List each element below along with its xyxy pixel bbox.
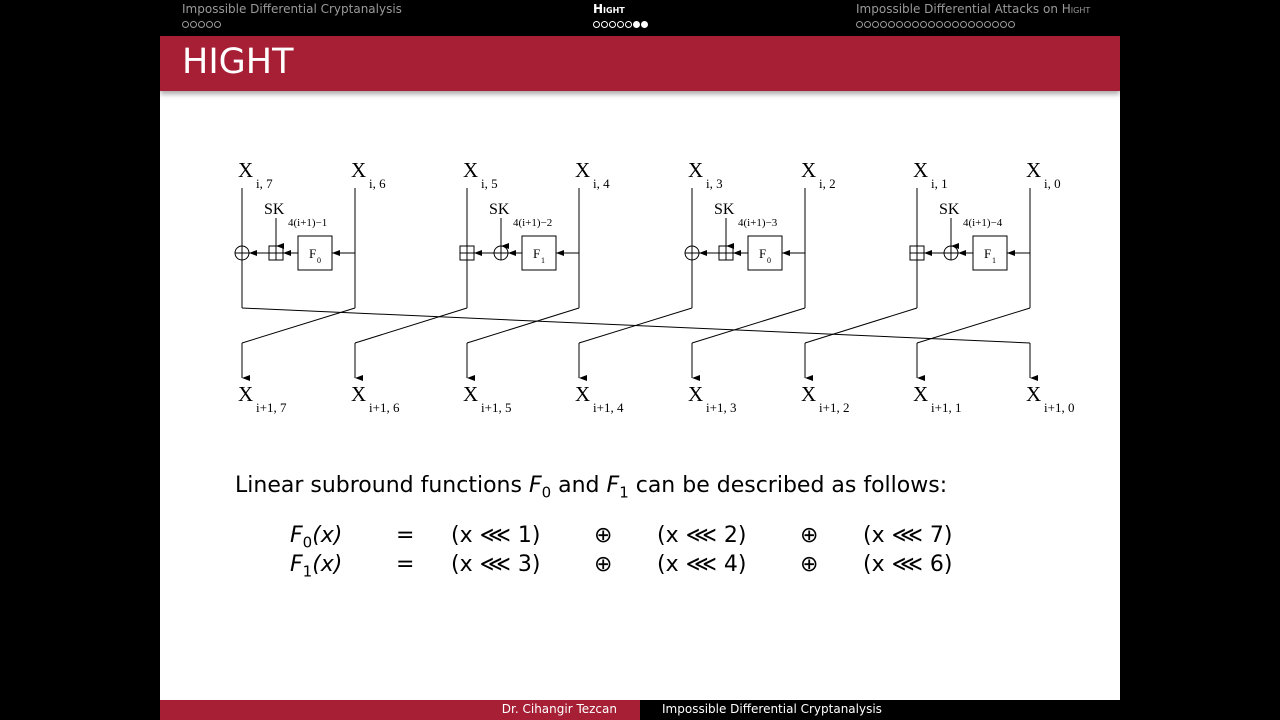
permutation-wire [242, 308, 355, 343]
nav-dot[interactable] [641, 21, 648, 28]
nav-section-label[interactable] [856, 2, 1090, 16]
eq-term-1: (x ⋘ 3) [451, 552, 541, 577]
output-index-label: i+1, 1 [931, 400, 962, 415]
caption [235, 473, 947, 501]
nav-section-hight[interactable] [593, 2, 649, 31]
nav-dot[interactable] [1008, 21, 1015, 28]
input-x-label: X [688, 158, 704, 182]
output-index-label: i+1, 6 [369, 400, 400, 415]
subkey-label: SK [489, 201, 510, 218]
footer-author-box [160, 700, 640, 720]
nav-dot[interactable] [633, 21, 640, 28]
nav-dot[interactable] [872, 21, 879, 28]
nav-section-dots[interactable] [856, 17, 1090, 31]
input-x-label: X [575, 158, 591, 182]
nav-section-dots[interactable] [182, 17, 402, 31]
eq-lhs-f: F [290, 523, 303, 548]
output-x-label: X [463, 382, 479, 406]
nav-dot[interactable] [904, 21, 911, 28]
nav-dot[interactable] [214, 21, 221, 28]
nav-section-intro[interactable] [182, 2, 402, 31]
caption-f1: F [606, 473, 620, 498]
nav-dot[interactable] [944, 21, 951, 28]
nav-dot[interactable] [912, 21, 919, 28]
nav-section-label[interactable]: Hight [593, 2, 625, 16]
output-x-label: X [1026, 382, 1042, 406]
caption-pre: Linear subround functions [235, 473, 529, 498]
subkey-index: 4(i+1)−4 [963, 217, 1003, 229]
eq-equals: = [396, 552, 415, 577]
f-function-sub: 0 [317, 256, 321, 265]
subkey-index: 4(i+1)−2 [513, 217, 553, 229]
subkey-index: 4(i+1)−1 [288, 217, 328, 229]
input-x-label: X [238, 158, 254, 182]
nav-dot[interactable] [880, 21, 887, 28]
eq-lhs-sub: 1 [302, 562, 313, 581]
eq-xor-2: ⊕ [800, 552, 819, 577]
eq-xor-1: ⊕ [594, 523, 613, 548]
eq-term-1: (x ⋘ 1) [451, 523, 541, 548]
permutation-wire [467, 308, 579, 343]
input-index-label: i, 7 [256, 176, 273, 191]
subkey-index: 4(i+1)−3 [738, 217, 778, 229]
eq-lhs-arg: (x) [312, 552, 343, 577]
nav-dot[interactable] [936, 21, 943, 28]
eq-xor-2: ⊕ [800, 523, 819, 548]
eq-term-2: (x ⋘ 4) [657, 552, 747, 577]
output-index-label: i+1, 4 [593, 400, 624, 415]
f-function-sub: 1 [992, 256, 996, 265]
footer-title-box [640, 700, 1120, 720]
nav-section-label[interactable]: Impossible Differential Cryptanalysis [182, 2, 402, 16]
nav-dot[interactable] [190, 21, 197, 28]
nav-dot[interactable] [920, 21, 927, 28]
input-index-label: i, 0 [1044, 176, 1061, 191]
nav-label-prefix: Impossible Differential Attacks on [856, 2, 1062, 16]
nav-dot[interactable] [198, 21, 205, 28]
nav-dot[interactable] [182, 21, 189, 28]
eq-equals: = [396, 523, 415, 548]
subkey-label: SK [939, 201, 960, 218]
subkey-label: SK [264, 201, 285, 218]
output-x-label: X [238, 382, 254, 406]
output-index-label: i+1, 3 [706, 400, 737, 415]
subkey-label: SK [714, 201, 735, 218]
output-index-label: i+1, 0 [1044, 400, 1075, 415]
nav-dot[interactable] [952, 21, 959, 28]
input-x-label: X [463, 158, 479, 182]
f-function-label: F [759, 246, 767, 261]
eq-lhs-arg: (x) [312, 523, 343, 548]
permutation-wire [242, 308, 1030, 343]
input-x-label: X [1026, 158, 1042, 182]
caption-and: and [551, 473, 607, 498]
nav-dot[interactable] [601, 21, 608, 28]
output-x-label: X [688, 382, 704, 406]
caption-f1-sub: 1 [619, 483, 629, 502]
output-x-label: X [913, 382, 929, 406]
output-x-label: X [351, 382, 367, 406]
eq-lhs-sub: 0 [302, 533, 313, 552]
nav-dot[interactable] [976, 21, 983, 28]
input-index-label: i, 3 [706, 176, 723, 191]
nav-dot[interactable] [984, 21, 991, 28]
nav-dot[interactable] [960, 21, 967, 28]
nav-dot[interactable] [593, 21, 600, 28]
output-index-label: i+1, 2 [819, 400, 850, 415]
output-x-label: X [575, 382, 591, 406]
nav-dot[interactable] [896, 21, 903, 28]
eq-term-3: (x ⋘ 7) [863, 523, 953, 548]
slide [160, 36, 1120, 700]
slide-title: HIGHT [182, 42, 294, 82]
permutation-wire [692, 308, 805, 343]
input-index-label: i, 5 [481, 176, 498, 191]
nav-dot[interactable] [992, 21, 999, 28]
eq-lhs [290, 523, 342, 551]
input-x-label: X [801, 158, 817, 182]
footer-author: Dr. Cihangir Tezcan [501, 702, 617, 716]
output-index-label: i+1, 7 [256, 400, 287, 415]
permutation-wire [805, 308, 917, 343]
nav-dot[interactable] [625, 21, 632, 28]
nav-dot[interactable] [968, 21, 975, 28]
nav-dot[interactable] [617, 21, 624, 28]
eq-lhs-f: F [290, 552, 303, 577]
footer-title: Impossible Differential Cryptanalysis [662, 702, 882, 716]
input-x-label: X [351, 158, 367, 182]
nav-section-attacks[interactable] [856, 2, 1090, 31]
f-function-sub: 0 [767, 256, 771, 265]
nav-dot[interactable] [856, 21, 863, 28]
input-x-label: X [913, 158, 929, 182]
nav-dot[interactable] [928, 21, 935, 28]
f-function-label: F [984, 246, 992, 261]
output-x-label: X [801, 382, 817, 406]
nav-section-dots[interactable] [593, 17, 649, 31]
f-function-label: F [533, 246, 541, 261]
nav-label-smallcaps: Hight [1061, 2, 1091, 16]
top-navigation [160, 0, 1120, 36]
permutation-wire [355, 308, 467, 343]
hight-round-diagram [160, 36, 1120, 436]
footer [160, 700, 1120, 720]
nav-dot[interactable] [888, 21, 895, 28]
caption-f0-sub: 0 [541, 483, 552, 502]
nav-dot[interactable] [864, 21, 871, 28]
input-index-label: i, 6 [369, 176, 386, 191]
input-index-label: i, 2 [819, 176, 836, 191]
output-index-label: i+1, 5 [481, 400, 512, 415]
permutation-wire [917, 308, 1030, 343]
caption-f0: F [528, 473, 542, 498]
eq-xor-1: ⊕ [594, 552, 613, 577]
nav-dot[interactable] [1000, 21, 1007, 28]
f-function-label: F [309, 246, 317, 261]
nav-dot[interactable] [609, 21, 616, 28]
caption-post: can be described as follows: [628, 473, 948, 498]
f-function-sub: 1 [541, 256, 545, 265]
eq-term-3: (x ⋘ 6) [863, 552, 953, 577]
eq-lhs [290, 552, 342, 580]
input-index-label: i, 4 [593, 176, 610, 191]
eq-term-2: (x ⋘ 2) [657, 523, 747, 548]
nav-dot[interactable] [206, 21, 213, 28]
input-index-label: i, 1 [931, 176, 948, 191]
